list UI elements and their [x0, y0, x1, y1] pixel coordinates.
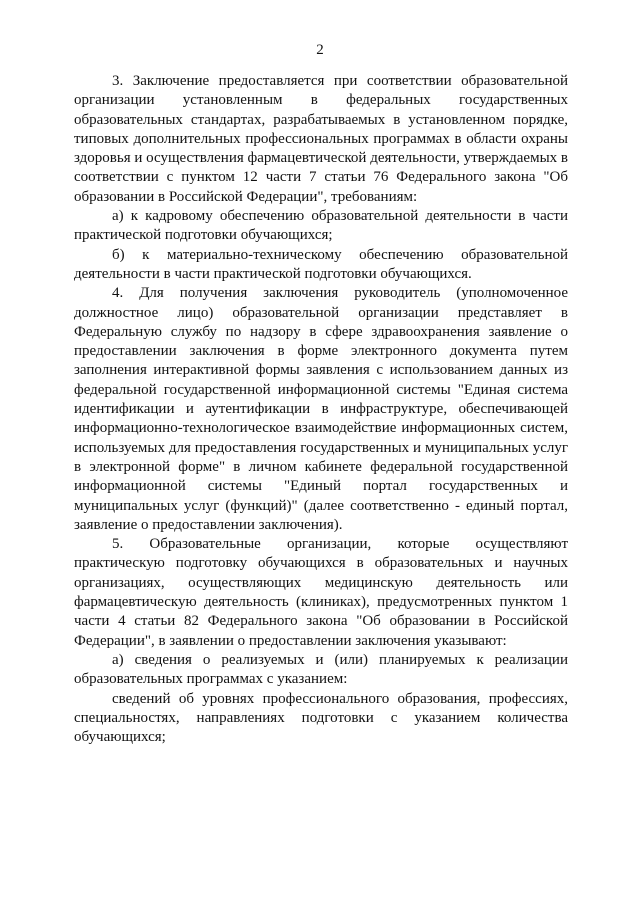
- paragraph-3a: а) к кадровому обеспечению образовательной деятельности в части практической подготовки обучающихся;: [74, 208, 568, 244]
- paragraph-3: 3. Заключение предоставляется при соответствии образовательной организации установленным в федеральных государственных образовательных стандартах, разрабатываемых в установленном порядке, типовых дополнительных профессиональных программах в области охраны здоровья и осуществления фармацевтической деятельности, утверждаемых в соответствии с пунктом 12 части 7 статьи 76 Федерального закона "Об образовании в Российской Федерации", требованиям:: [74, 73, 568, 205]
- paragraph-5a: а) сведения о реализуемых и (или) планируемых к реализации образовательных программах с указанием:: [74, 651, 568, 688]
- document-body: [74, 72, 568, 747]
- paragraph-5a-detail: сведений об уровнях профессионального образования, профессиях, специальностях, направлениях подготовки с указанием количества обучающихся;: [74, 690, 568, 746]
- paragraph-5: 5. Образовательные организации, которые осуществляют практическую подготовку обучающихся в образовательных и научных организациях, осуществляющих медицинскую деятельность или фармацевтическую деятельность (клиниках), предусмотренных пунктом 1 части 4 статьи 82 Федерального закона "Об образовании в Российской Федерации", в заявлении о предоставлении заключения указывают:: [74, 536, 568, 649]
- paragraph-3b: б) к материально-техническому обеспечению образовательной деятельности в части практической подготовки обучающихся.: [74, 246, 568, 282]
- page-number: 2: [316, 42, 324, 58]
- paragraph-4: 4. Для получения заключения руководитель (уполномоченное должностное лицо) образовательной организации представляет в Федеральную службу по надзору в сфере здравоохранения заявление о предоставлении заключения в форме электронного документа путем заполнения интерактивной формы заявления с использованием данных из федеральной государственной информационной системы "Единая система идентификации и аутентификации в инфраструктуре, обеспечивающей информационно-технологическое взаимодействие информационных систем, используемых для предоставления государственных и муниципальных услуг в электронной форме" в личном кабинете федеральной государственной информационной системы "Единый портал государственных и муниципальных услуг (функций)" (далее соответственно - единый портал, заявление о предоставлении заключения).: [74, 285, 568, 533]
